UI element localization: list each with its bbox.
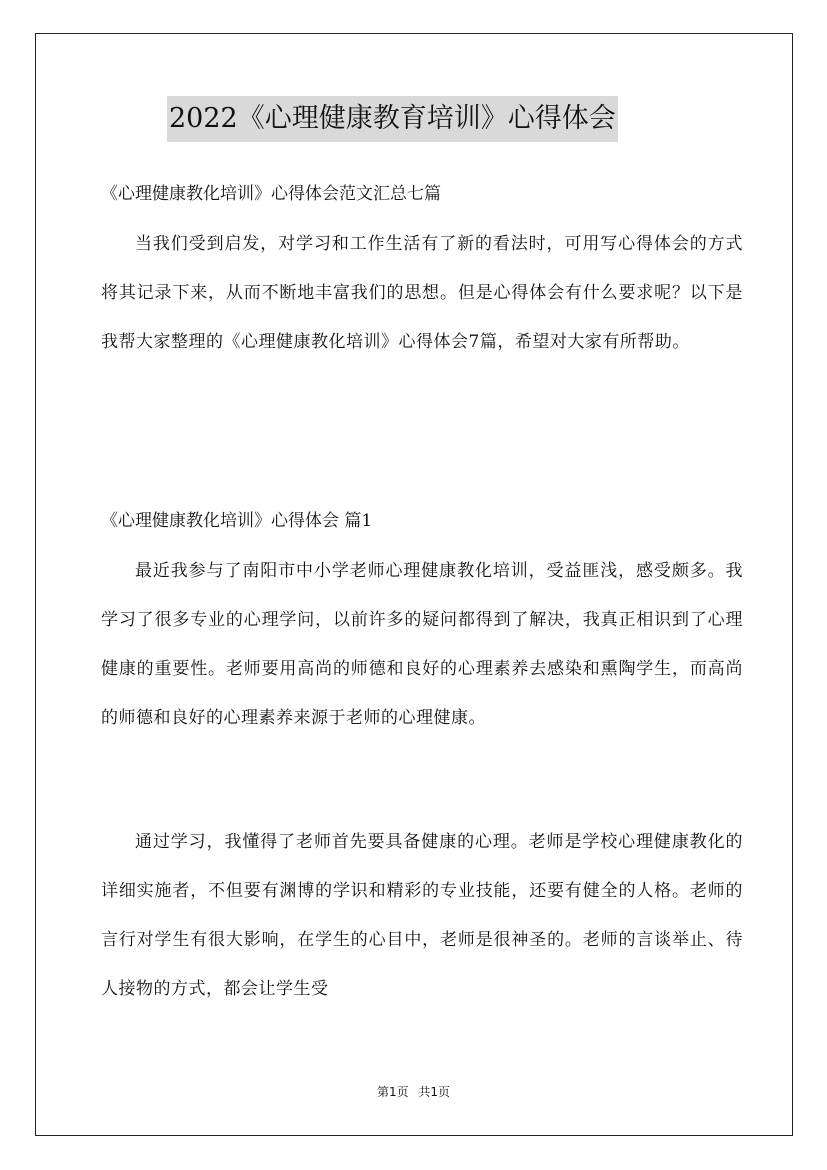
page-footer [0, 1083, 827, 1100]
body-paragraph-2: 通过学习，我懂得了老师首先要具备健康的心理。老师是学校心理健康教化的详细实施者，不但要有渊博的学识和精彩的专业技能，还要有健全的人格。老师的言行对学生有很大影响，在学生的心目中，老师是很神圣的。老师的言谈举止、待人接物的方式，都会让学生受 [101, 832, 743, 999]
intro-paragraph: 当我们受到启发，对学习和工作生活有了新的看法时，可用写心得体会的方式将其记录下来，从而不断地丰富我们的思想。但是心得体会有什么要求呢？以下是我帮大家整理的《心理健康教化培训》心得体会7篇，希望对大家有所帮助。 [101, 234, 743, 352]
body-paragraph-1: 最近我参与了南阳市中小学老师心理健康教化培训，受益匪浅，感受颇多。我学习了很多专业的心理学问，以前许多的疑问都得到了解决，我真正相识到了心理健康的重要性。老师要用高尚的师德和良好的心理素养去感染和熏陶学生，而高尚的师德和良好的心理素养来源于老师的心理健康。 [101, 561, 743, 728]
document-title: 2022《心理健康教育培训》心得体会 [167, 96, 618, 142]
page-number-current: 第1页 [376, 1085, 409, 1099]
section-heading: 《心理健康教化培训》心得体会 篇1 [101, 511, 373, 531]
document-subtitle: 《心理健康教化培训》心得体会范文汇总七篇 [101, 184, 441, 204]
page-number-total: 共1页 [418, 1085, 451, 1099]
